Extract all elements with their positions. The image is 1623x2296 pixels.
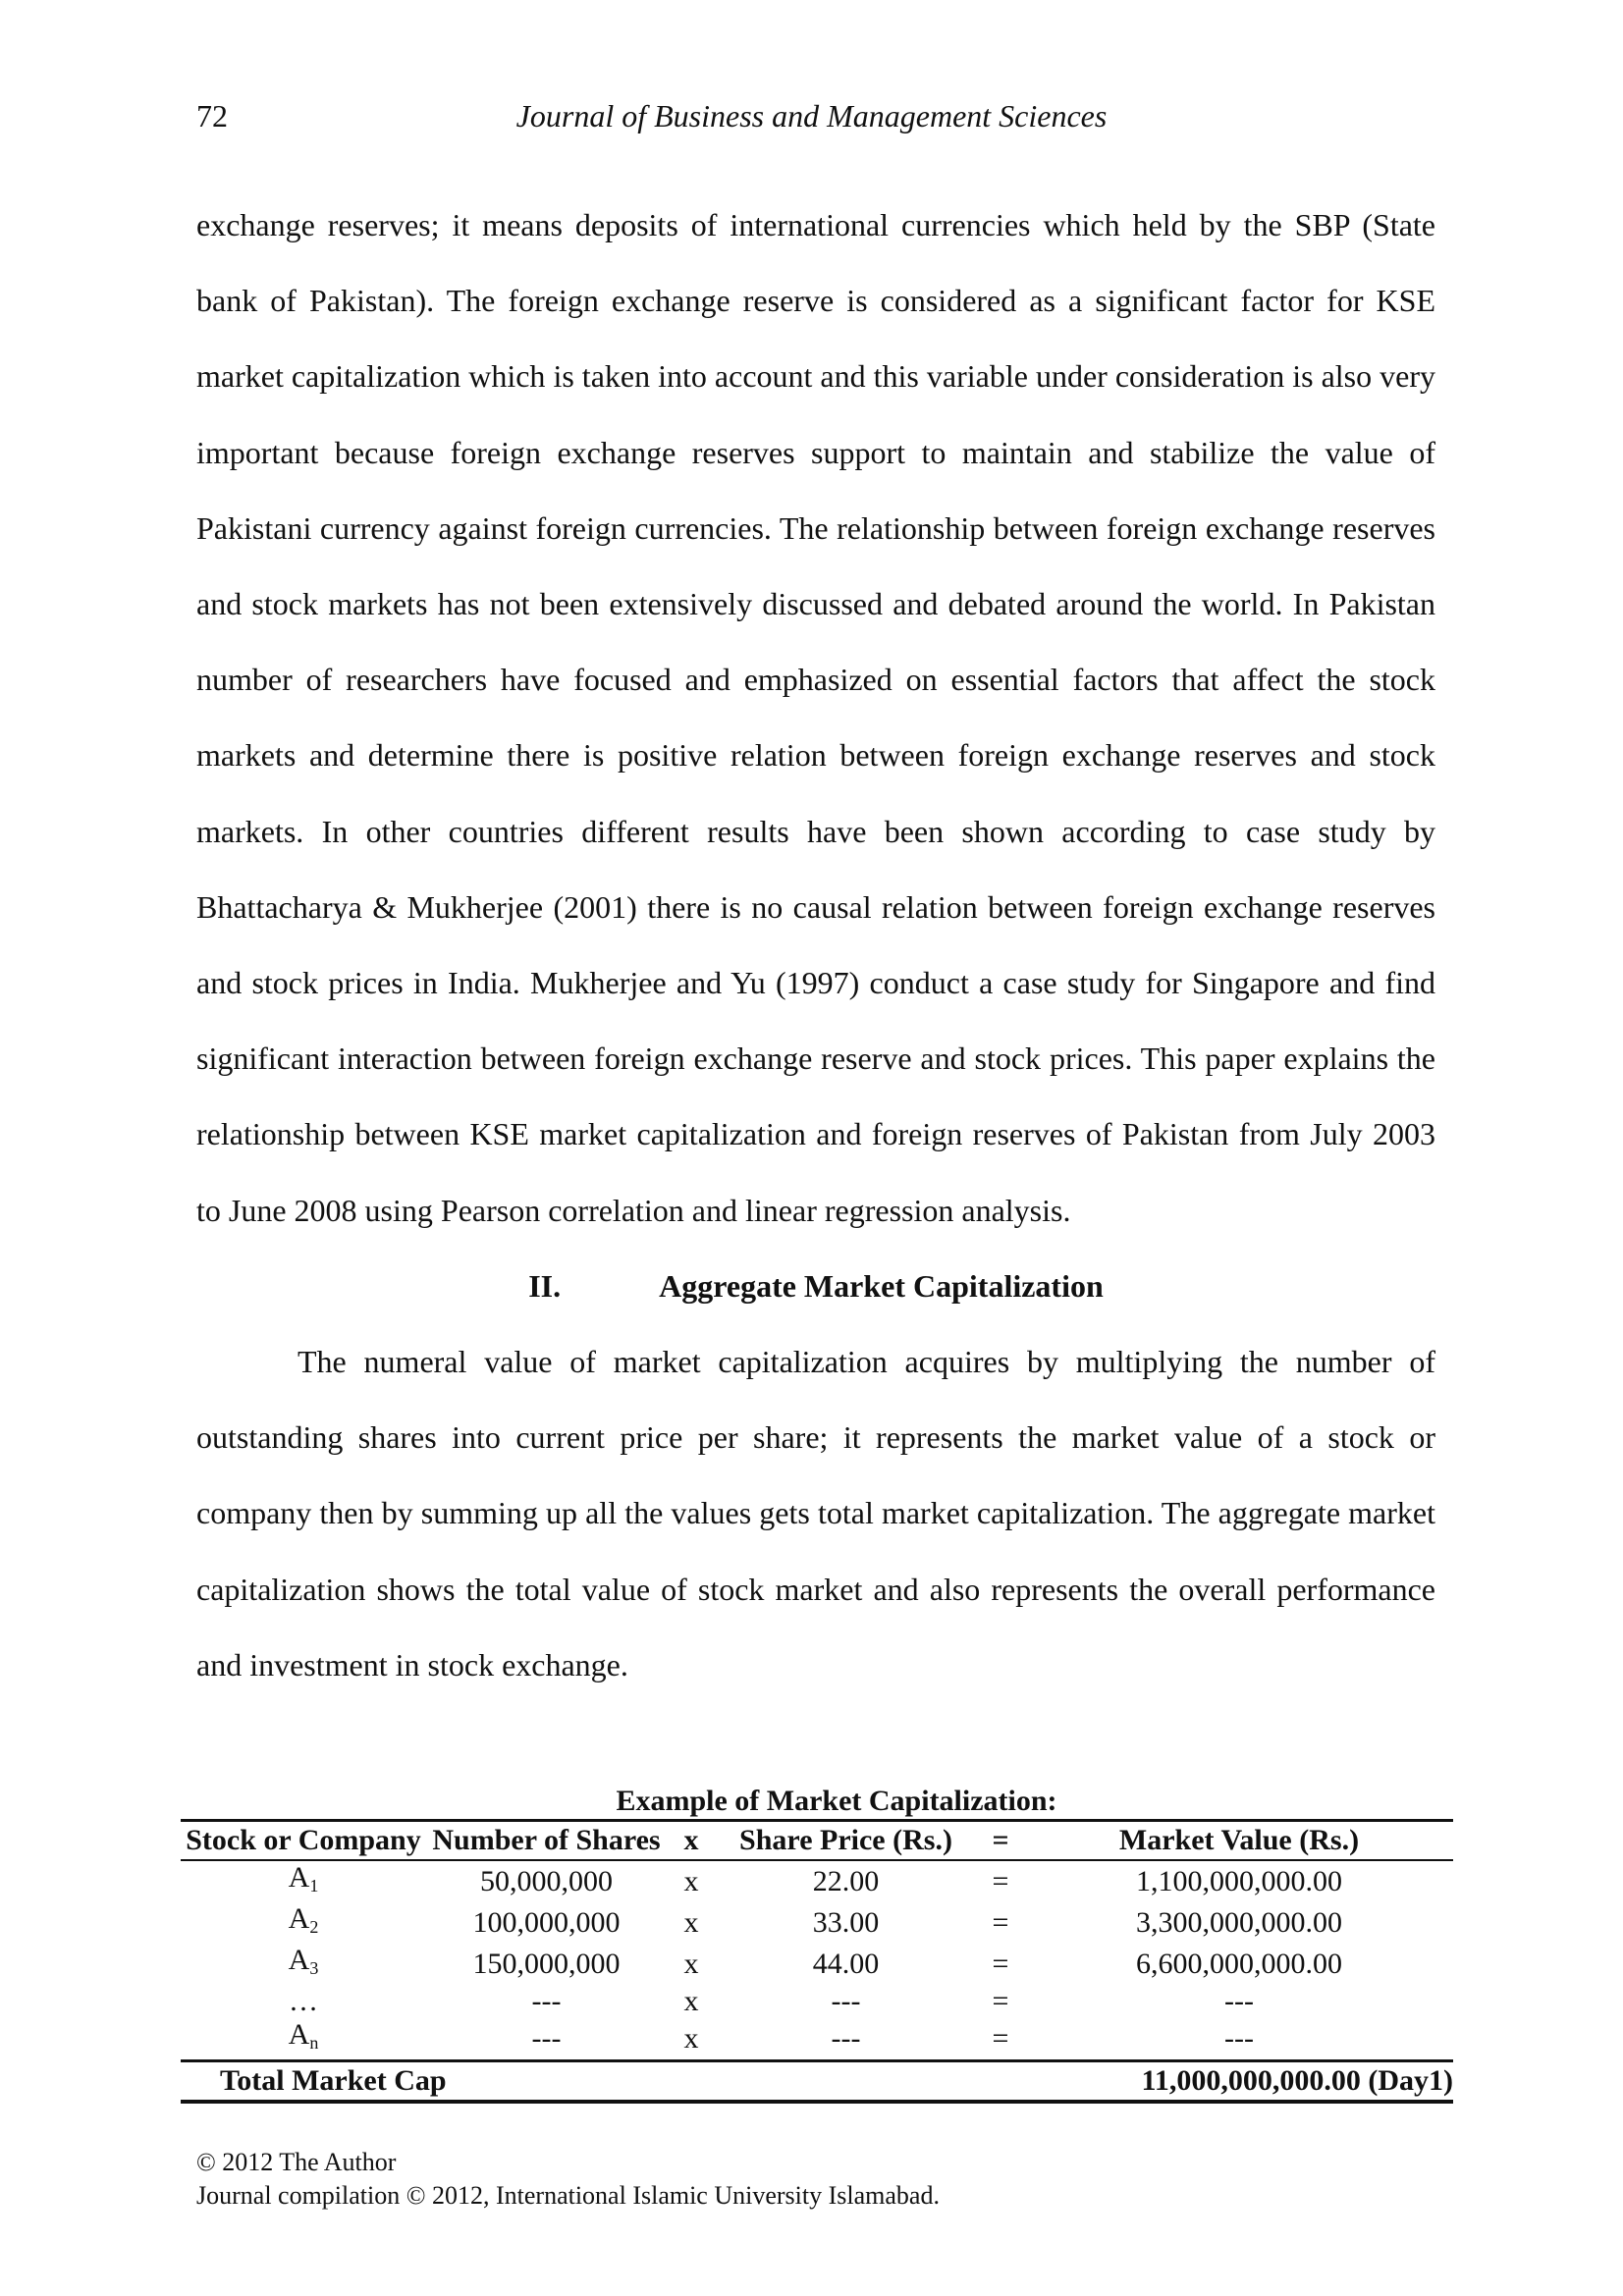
shares-cell: 150,000,000 — [472, 1948, 621, 1980]
equals-cell: = — [992, 1948, 1009, 1980]
section-heading — [196, 1249, 1435, 1324]
value-cell: 6,600,000,000.00 — [1136, 1948, 1342, 1980]
shares-cell: --- — [531, 2022, 562, 2055]
table-body — [181, 1860, 1453, 2061]
price-cell: 22.00 — [812, 1865, 880, 1897]
value-cell: 3,300,000,000.00 — [1136, 1906, 1342, 1939]
page-number: 72 — [196, 98, 228, 133]
table-row — [181, 1944, 1453, 1985]
column-header: Number of Shares — [426, 1821, 667, 1861]
times-cell: x — [683, 1865, 699, 1897]
value-cell: 1,100,000,000.00 — [1136, 1865, 1342, 1897]
column-header: Share Price (Rs.) — [716, 1821, 976, 1861]
price-cell: --- — [831, 2022, 861, 2055]
section-number: II. — [528, 1267, 562, 1304]
price-cell: --- — [831, 1985, 861, 2017]
column-header: Market Value (Rs.) — [1025, 1821, 1453, 1861]
market-cap-table-block — [181, 1784, 1453, 2104]
table-row — [181, 1860, 1453, 1902]
shares-cell: 100,000,000 — [472, 1906, 621, 1939]
times-cell: x — [683, 2022, 699, 2055]
value-cell: --- — [1224, 1985, 1254, 2017]
price-cell: 44.00 — [812, 1948, 880, 1980]
paragraph: The numeral value of market capitalization acquires by multiplying the number of outstanding shares into current price per share; it represents the market value of a stock or company then by summing up all the values gets total market capitalization. The aggregate market capitalization shows the total value of stock market and also represents the overall performance and investment in stock exchange. — [196, 1344, 1435, 1682]
column-header: Stock or Company — [181, 1821, 426, 1861]
page-footer — [196, 2146, 940, 2213]
total-value: 11,000,000,000.00 (Day1) — [716, 2061, 1453, 2103]
equals-cell: = — [992, 1985, 1009, 2017]
copyright-line: © 2012 The Author — [196, 2148, 397, 2176]
times-cell: x — [683, 1948, 699, 1980]
table-caption: Example of Market Capitalization: — [616, 1785, 1057, 1817]
table-row — [181, 2018, 1453, 2061]
table-total-row — [181, 2061, 1453, 2103]
column-header: x — [667, 1821, 716, 1861]
equals-cell: = — [992, 1865, 1009, 1897]
shares-cell: --- — [531, 1985, 562, 2017]
stock-cell: $A_1$ — [288, 1861, 319, 1896]
stock-cell: $A_3$ — [288, 1944, 319, 1978]
table-row — [181, 1902, 1453, 1944]
market-cap-table — [181, 1819, 1453, 2104]
equals-cell: = — [992, 1906, 1009, 1939]
table-row — [181, 1985, 1453, 2018]
times-cell: x — [683, 1906, 699, 1939]
paragraph: exchange reserves; it means deposits of international currencies which held by the SBP (State bank of Pakistan). The foreign exchange reserve is considered as a significant factor for KSE market capitalization which is taken into account and this variable under consideration is also very important because foreign exchange reserves support to maintain and stabilize the value of Pakistani currency against foreign currencies. The relationship between foreign exchange reserves and stock markets has not been extensively discussed and debated around the world. In Pakistan number of researchers have focused and emphasized on essential factors that affect the stock markets and determine there is positive relation between foreign exchange reserves and stock markets. In other countries different results have been shown according to case study by Bhattacharya & Mukherjee (2001) there is no causal relation between foreign exchange reserves and stock prices in India. Mukherjee and Yu (1997) conduct a case study for Singapore and find significant interaction between foreign exchange reserve and stock prices. This paper explains the relationship between KSE market capitalization and foreign reserves of Pakistan from July 2003 to June 2008 using Pearson correlation and linear regression analysis. — [196, 207, 1435, 1228]
journal-title: Journal of Business and Management Sciences — [515, 98, 1108, 133]
stock-cell: … — [289, 1985, 318, 2017]
total-label: Total Market Cap — [181, 2061, 716, 2103]
equals-cell: = — [992, 2022, 1009, 2055]
stock-cell: $A_2$ — [288, 1902, 319, 1937]
value-cell: --- — [1224, 2022, 1254, 2055]
shares-cell: 50,000,000 — [480, 1865, 613, 1897]
times-cell: x — [683, 1985, 699, 2017]
column-header: = — [976, 1821, 1025, 1861]
compilation-line: Journal compilation © 2012, International Islamic University Islamabad. — [196, 2181, 940, 2210]
stock-cell: $A_n$ — [288, 2018, 319, 2053]
section-title: Aggregate Market Capitalization — [659, 1267, 1104, 1304]
price-cell: 33.00 — [812, 1906, 880, 1939]
table-header-row — [181, 1821, 1453, 1861]
body-text — [196, 187, 1435, 1703]
